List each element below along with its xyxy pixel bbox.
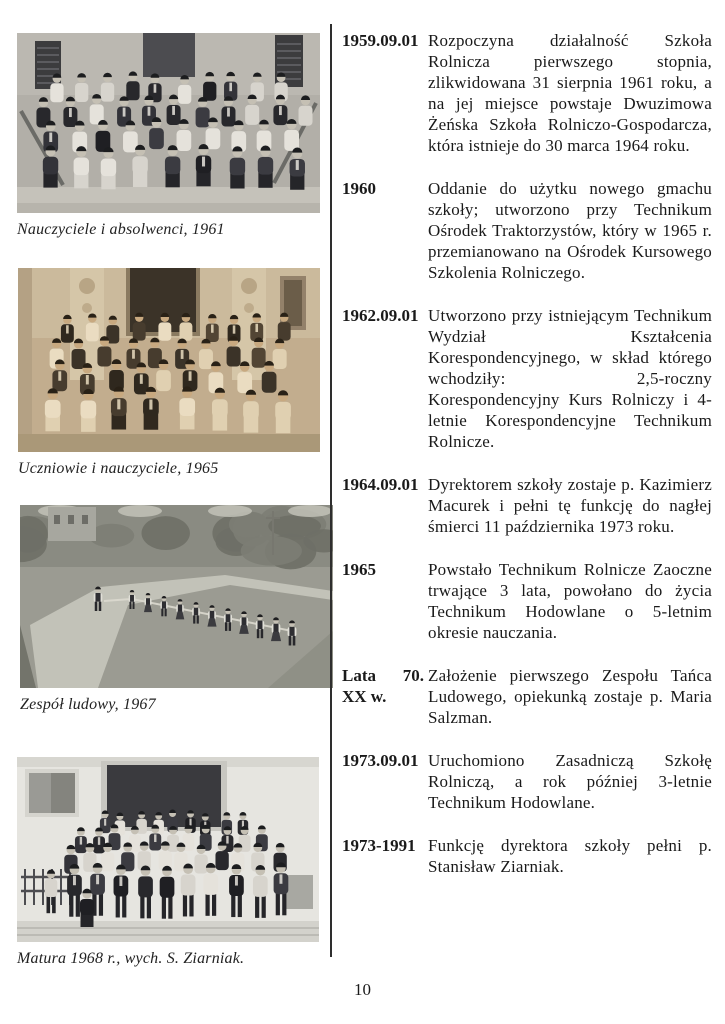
photo-caption-4: Matura 1968 r., wych. S. Ziarniak. [17,950,245,967]
photo-figure-3 [20,505,333,714]
photo-caption-2: Uczniowie i nauczyciele, 1965 [18,460,219,477]
column-divider [330,24,332,957]
entry-text: Oddanie do użytku nowego gmachu szkoły; utworzono przy Technikum Ośrodek Traktorzystów, który w 1965 r. przemianowano na Ośrodek Kursowego Szkolenia Rolniczego. [428,179,712,282]
photo-figure-2 [18,268,320,478]
timeline-entry [342,835,712,877]
timeline-entry [342,750,712,813]
group-photo-1961-image [17,33,320,213]
entry-date: Lata 70. XX w. [342,666,424,706]
timeline-entry [342,474,712,537]
timeline-entry [342,178,712,283]
timeline-entry [342,665,712,728]
timeline-entry [342,30,712,156]
entry-text: Dyrektorem szkoły zostaje p. Kazimierz Macurek i pełni tę funkcję do nagłej śmierci 11 października 1973 roku. [428,475,712,536]
timeline [342,30,712,899]
entry-text: Uruchomiono Zasadniczą Szkołę Rolniczą, a rok później 3-letnie Technikum Hodowlane. [428,751,712,812]
timeline-entry [342,305,712,452]
entry-text: Powstało Technikum Rolnicze Zaoczne trwające 3 lata, powołano do życia Technikum Hodowlane o 5-letnim okresie nauczania. [428,560,712,642]
photo-figure-4 [17,757,319,968]
photo-caption-1: Nauczyciele i absolwenci, 1961 [17,221,225,238]
entry-text: Rozpoczyna działalność Szkoła Rolnicza pierwszego stopnia, zlikwidowana 31 sierpnia 1961 roku, a na jej miejsce powstaje Dwuzimowa Żeńska Szkoła Rolniczo-Gospodarcza, która istnieje do 30 marca 1964 roku. [428,31,712,155]
entry-date: 1962.09.01 [342,306,419,325]
entry-date: 1973.09.01 [342,751,419,770]
timeline-entry [342,559,712,643]
entry-text: Utworzono przy istniejącym Technikum Wydział Kształcenia Korespondencyjnego, w skład którego wchodziły: 2,5-roczny Korespondencyjny Kurs Rolniczy i 4-letnie Korespondencyjne Technikum Rolnicze. [428,306,712,451]
entry-date: 1959.09.01 [342,31,419,50]
entry-date: 1960 [342,179,376,198]
folk-ensemble-1967-image [20,505,333,688]
matura-1968-image [17,757,319,942]
entry-date: 1964.09.01 [342,475,419,494]
photo-figure-1 [17,33,320,239]
page-number: 10 [354,980,371,999]
entry-text: Założenie pierwszego Zespołu Tańca Ludowego, opiekunką zostaje p. Maria Salzman. [428,666,712,727]
entry-date: 1965 [342,560,376,579]
photo-caption-3: Zespół ludowy, 1967 [20,696,156,713]
entry-date: 1973-1991 [342,836,416,855]
entry-text: Funkcję dyrektora szkoły pełni p. Stanisław Ziarniak. [428,836,712,876]
group-photo-1965-image [18,268,320,452]
